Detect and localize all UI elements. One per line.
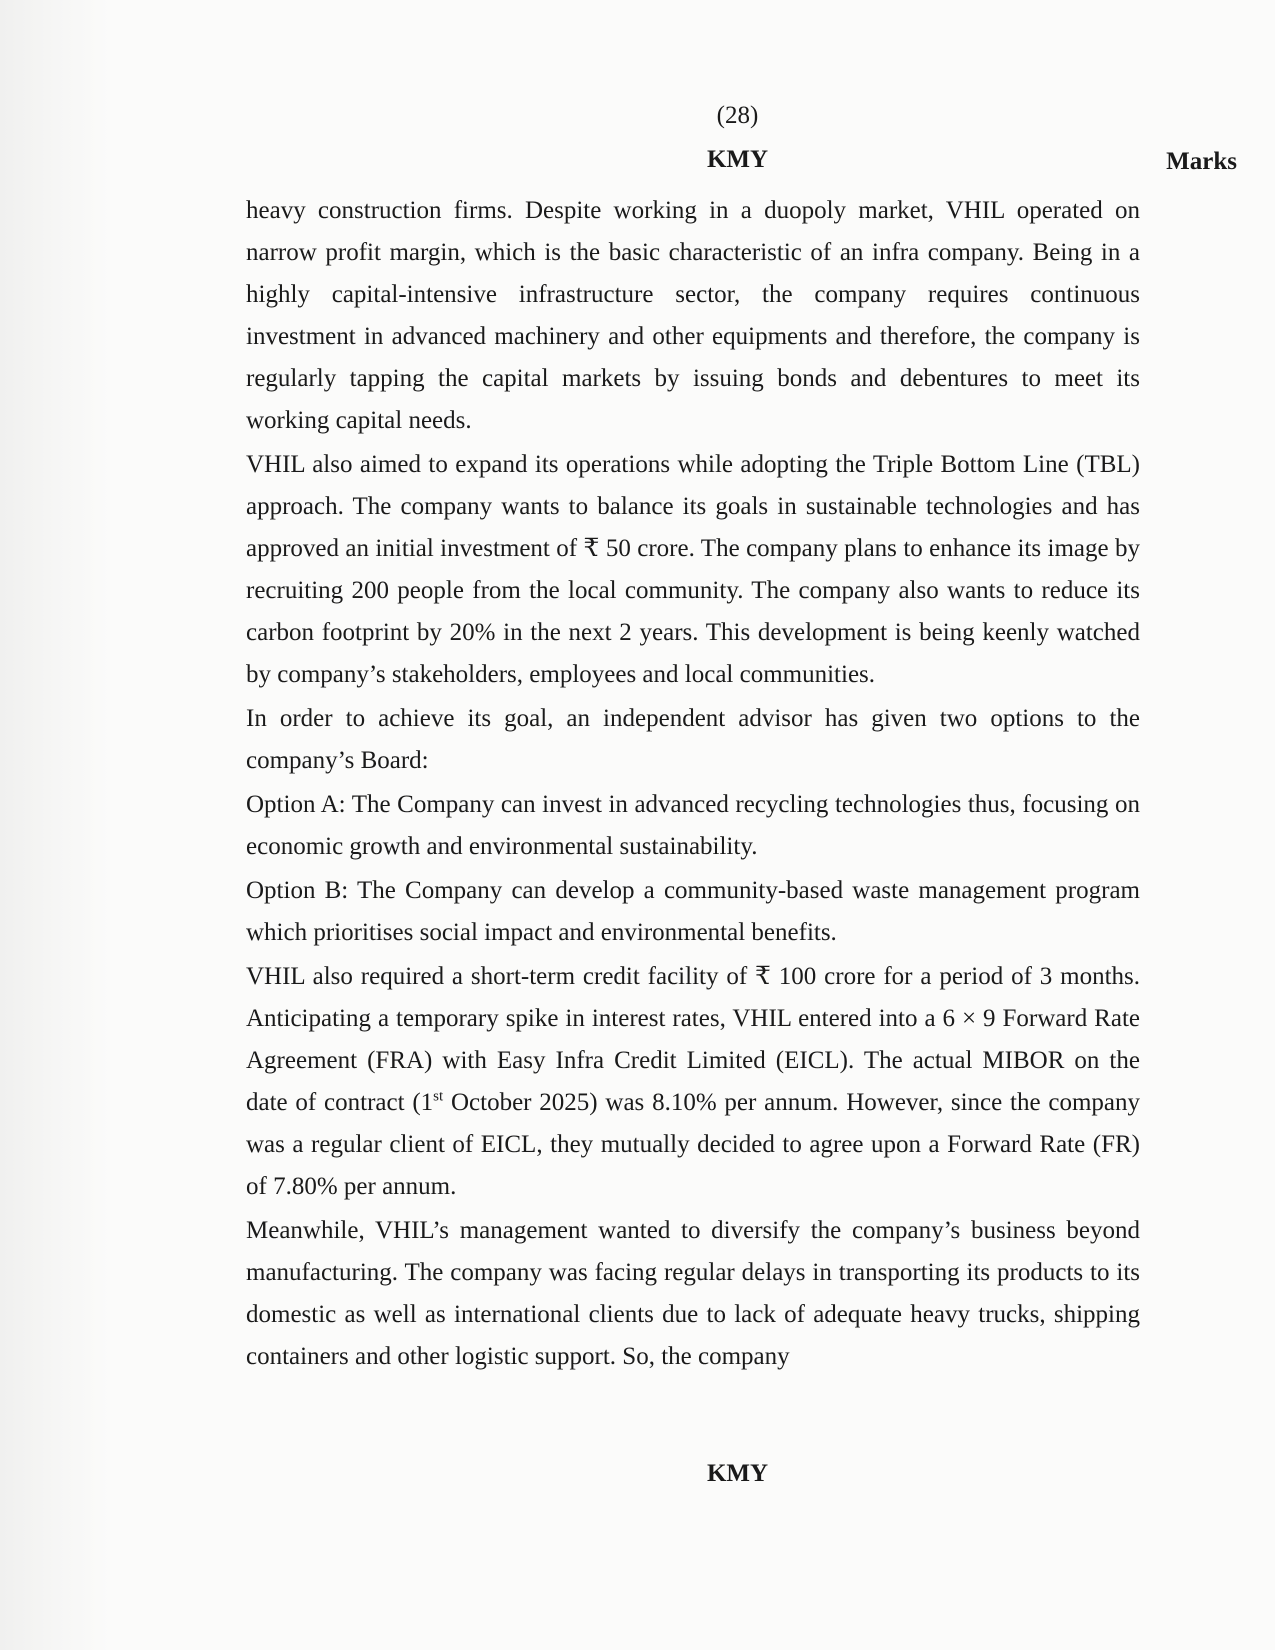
paper-code-footer: KMY: [706, 1460, 769, 1487]
paragraph-tbl-approach: VHIL also aimed to expand its operations while adopting the Triple Bottom Line (TBL) approach. The company wants to balance its goals in sustainable technologies and has approved an initial investment of ₹ 50 crore. The company plans to enhance its image by recruiting 200 people from the local community. The company also wants to reduce its carbon footprint by 20% in the next 2 years. This development is being keenly watched by company’s stakeholders, employees and local communities.: [246, 451, 1140, 688]
paragraph-option-b: Option B: The Company can develop a community-based waste management program which prioritises social impact and environmental benefits.: [246, 877, 1140, 946]
scan-edge-shadow: [0, 0, 110, 1650]
paragraph-option-a: Option A: The Company can invest in advanced recycling technologies thus, focusing on economic growth and environmental sustainability.: [246, 791, 1140, 860]
paper-code-header: KMY: [706, 146, 769, 173]
page-number: (28): [716, 102, 759, 129]
paragraph-credit-facility: [246, 956, 1140, 1208]
marks-column-heading: Marks: [1166, 148, 1237, 175]
paragraph-advisor-options: In order to achieve its goal, an independent advisor has given two options to the company’s Board:: [246, 705, 1140, 774]
ordinal-superscript: st: [433, 1088, 444, 1105]
question-body: [246, 190, 1140, 1378]
fra-text: VHIL also required a short-term credit facility of ₹ 100 crore for a period of 3 months. Anticipating a temporary spike in interest rates, VHIL entered into a 6 × 9 Forward Rate Agreement (FRA) with Easy Infra Credit Limited (EICL).: [246, 963, 1140, 1074]
paragraph-company-profile: heavy construction firms. Despite working in a duopoly market, VHIL operated on narrow profit margin, which is the basic characteristic of an infra company. Being in a highly capital-intensive infrastructure sector, the company requires continuous investment in advanced machinery and other equipments and therefore, the company is regularly tapping the capital markets by issuing bonds and debentures to meet its working capital needs.: [246, 197, 1140, 434]
paragraph-diversification: Meanwhile, VHIL’s management wanted to diversify the company’s business beyond manufacturing. The company was facing regular delays in transporting its products to its domestic as well as international clients due to lack of adequate heavy trucks, shipping containers and other logistic support. So, the company: [246, 1217, 1140, 1370]
mibor-text-start: The actual MIBOR on the date of contract (1: [246, 1047, 1140, 1116]
mibor-text-end: October 2025) was 8.10% per annum. However, since the company was a regular client of EICL, they mutually decided to agree upon a Forward Rate (FR) of 7.80% per annum.: [246, 1089, 1141, 1200]
